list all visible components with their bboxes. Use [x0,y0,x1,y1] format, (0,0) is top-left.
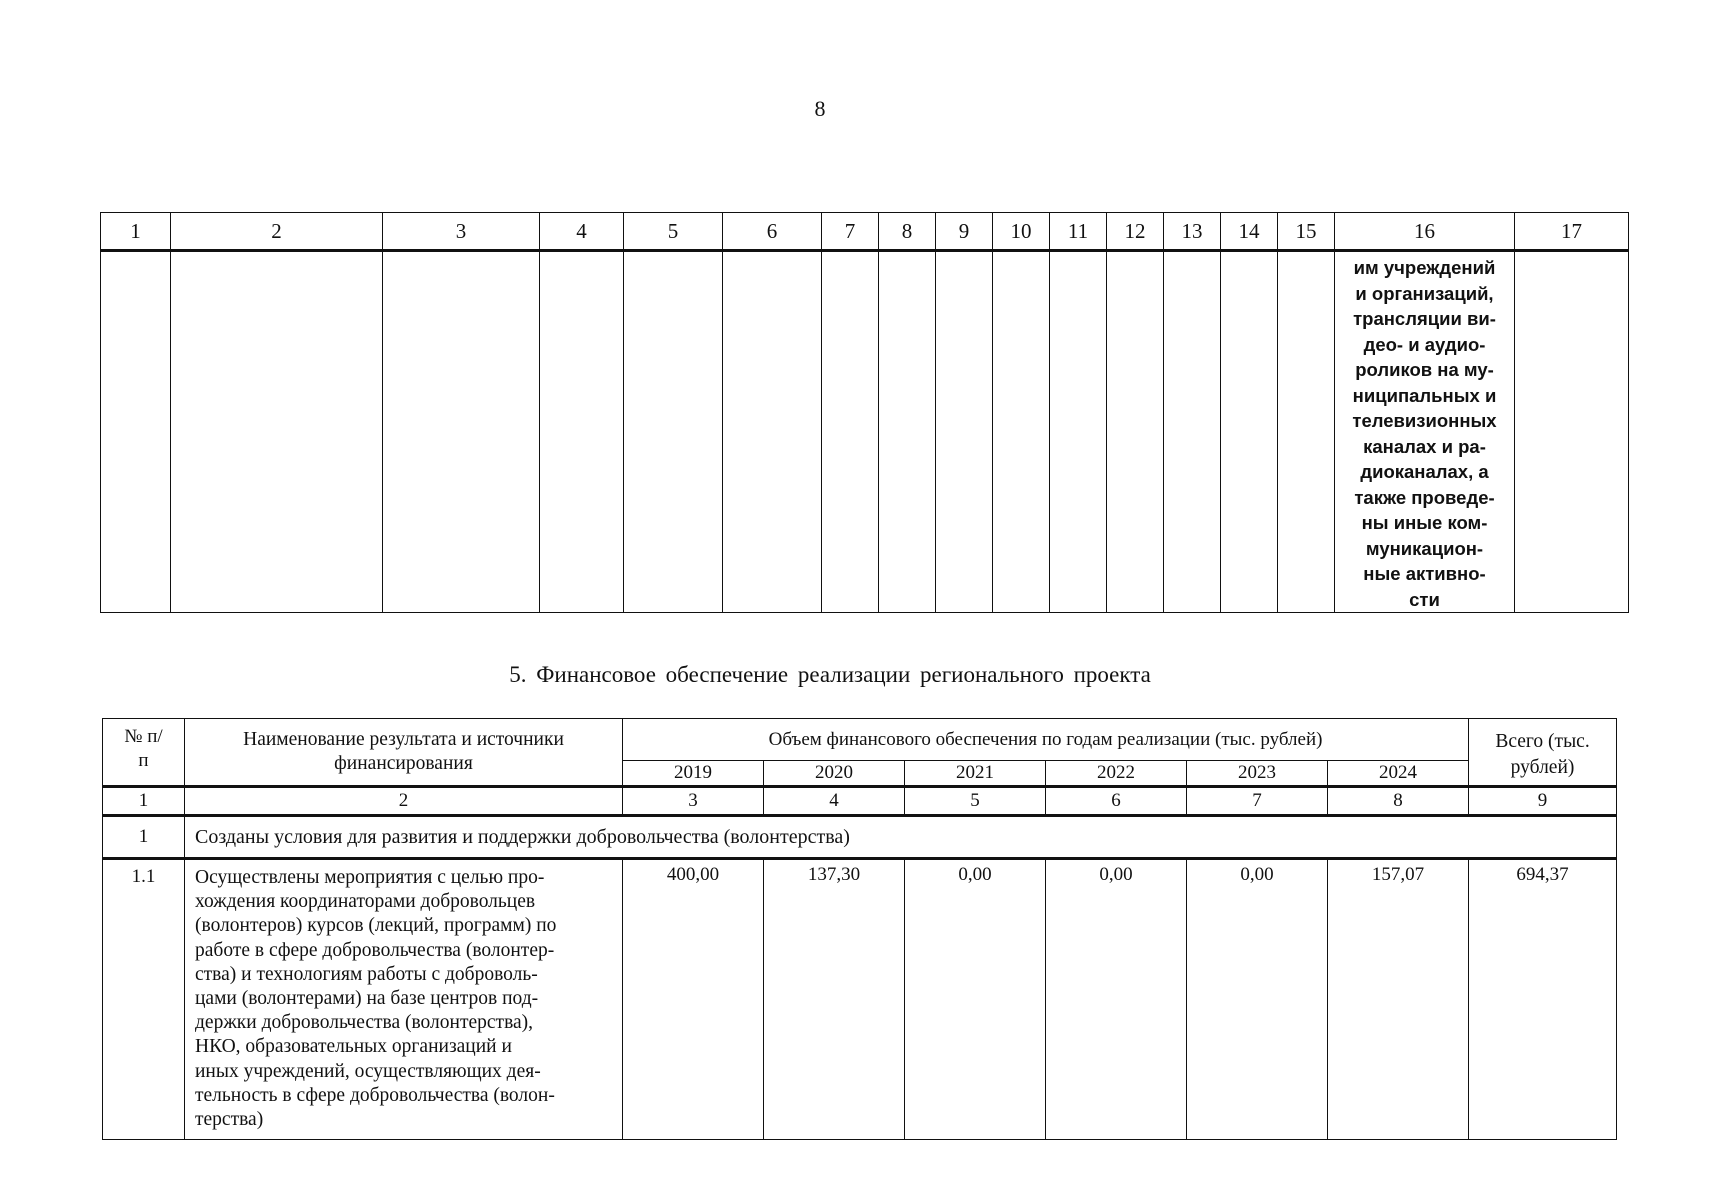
row-total: 694,37 [1469,859,1617,1140]
text-line: трансляции ви- [1353,308,1496,329]
cell [383,251,540,613]
text-line: телевизионных [1352,410,1497,431]
cell [540,251,624,613]
text-line: им учреждений [1353,257,1496,278]
group-title: Созданы условия для развития и поддержки добровольчества (волонтерства) [185,816,1617,859]
cell [993,251,1050,613]
text-line: также проведе- [1354,486,1495,508]
column-number: 5 [624,213,723,251]
description-line: держки добровольчества (волонтерства), [195,1012,534,1034]
text-line: каналах и ра- [1363,435,1486,457]
continuation-row [101,251,1629,613]
section-title: 5. Финансовое обеспечение реализации регионального проекта [509,662,1151,687]
text-line: муникацион- [1365,537,1484,559]
cell [171,251,383,613]
header-num-text: № п/п [124,726,163,771]
description-line: НКО, образовательных организаций и [195,1036,512,1058]
column-number-row [101,213,1629,251]
header-name-text: Наименование результата и источники финансирования [243,729,564,774]
column-number: 9 [1469,787,1617,816]
column-number: 2 [185,787,623,816]
header-name [185,719,623,787]
description-line: тельность в сфере добровольчества (волон- [195,1084,555,1106]
column-number: 4 [764,787,905,816]
description-line: (волонтеров) курсов (лекций, программ) по [195,915,557,937]
column-number: 2 [171,213,383,251]
column-number: 6 [723,213,822,251]
year-header: 2020 [764,761,905,787]
column-number: 9 [936,213,993,251]
column-number: 7 [822,213,879,251]
row-description [185,859,623,1140]
text-line: сти [1409,588,1440,610]
cell [624,251,723,613]
column-number: 5 [905,787,1046,816]
year-header: 2024 [1328,761,1469,787]
year-header: 2022 [1046,761,1187,787]
group-row [103,816,1617,859]
column-number: 7 [1187,787,1328,816]
text-line: ны иные ком- [1361,512,1488,533]
cell [822,251,879,613]
column-number-row [103,787,1617,816]
continuation-text [1335,252,1514,612]
page-number: 8 [814,96,826,121]
row-value-2024: 157,07 [1328,859,1469,1140]
description-line: иных учреждений, осуществляющих дея- [195,1060,541,1082]
row-value-2020: 137,30 [764,859,905,1140]
row-value-2019: 400,00 [623,859,764,1140]
header-total [1469,719,1617,787]
description-line: цами (волонтерами) на базе центров под- [195,988,539,1010]
year-header: 2023 [1187,761,1328,787]
cell [101,251,171,613]
column-number: 12 [1107,213,1164,251]
column-number: 10 [993,213,1050,251]
cell [1164,251,1221,613]
cell [1515,251,1629,613]
description-line: хождения координаторами добровольцев [195,891,536,913]
column-number: 1 [101,213,171,251]
table-row [103,859,1617,1140]
text-line: ные активно- [1363,563,1486,584]
column-number: 3 [623,787,764,816]
text-line: и организаций, [1355,282,1494,304]
finance-table [102,718,1617,1140]
cell [1278,251,1335,613]
column-number: 13 [1164,213,1221,251]
header-volume: Объем финансового обеспечения по годам реализации (тыс. рублей) [623,719,1469,761]
row-value-2022: 0,00 [1046,859,1187,1140]
description-line: ства) и технологиям работы с доброволь- [195,963,538,985]
description-line: терства) [195,1109,264,1131]
continuation-table [100,212,1629,613]
column-number: 4 [540,213,624,251]
header-num [103,719,185,787]
group-num: 1 [103,816,185,859]
continuation-text-cell [1335,251,1515,613]
year-header: 2021 [905,761,1046,787]
text-line: ниципальных и [1352,384,1497,406]
cell [1050,251,1107,613]
text-line: диоканалах, а [1360,461,1489,482]
row-num: 1.1 [103,859,185,1140]
text-line: роликов на му- [1355,359,1494,380]
column-number: 6 [1046,787,1187,816]
description-line: Осуществлены мероприятия с целью про- [195,867,545,888]
year-header: 2019 [623,761,764,787]
cell [879,251,936,613]
column-number: 15 [1278,213,1335,251]
column-number: 11 [1050,213,1107,251]
description-line: работе в сфере добровольчества (волонтер- [195,939,555,961]
column-number: 3 [383,213,540,251]
row-value-2023: 0,00 [1187,859,1328,1140]
column-number: 16 [1335,213,1515,251]
cell [1107,251,1164,613]
column-number: 8 [879,213,936,251]
text-line: део- и аудио- [1363,333,1486,355]
row-value-2021: 0,00 [905,859,1046,1140]
column-number: 8 [1328,787,1469,816]
column-number: 17 [1515,213,1629,251]
column-number: 1 [103,787,185,816]
header-total-text: Всего (тыс. рублей) [1495,731,1590,778]
cell [936,251,993,613]
column-number: 14 [1221,213,1278,251]
cell [723,251,822,613]
cell [1221,251,1278,613]
